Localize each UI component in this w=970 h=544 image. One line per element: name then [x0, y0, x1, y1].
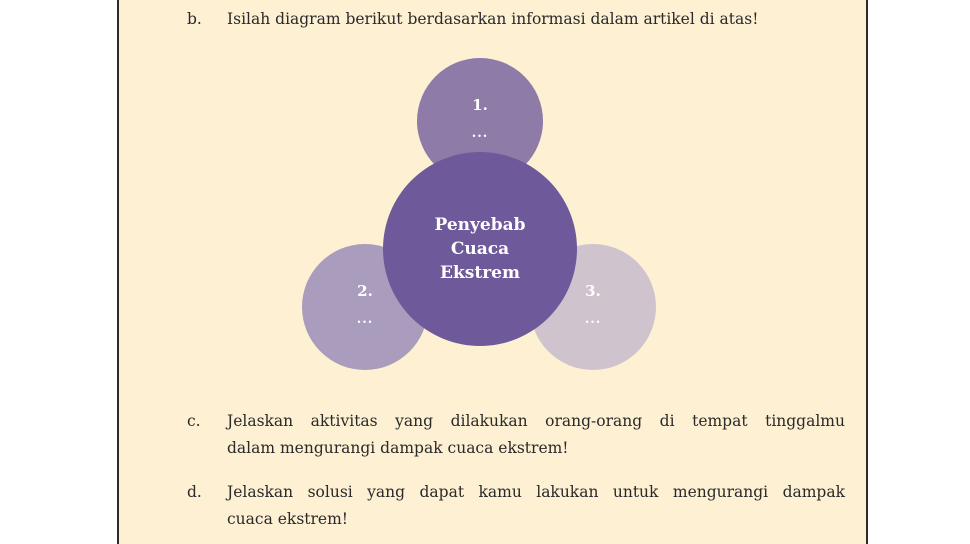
node-1-placeholder: ... [471, 125, 489, 141]
worksheet-page [117, 0, 868, 544]
center-label-line-3: Ekstrem [440, 263, 520, 283]
node-3-placeholder: ... [584, 311, 602, 327]
node-3-number: 3. [585, 281, 601, 300]
question-d-letter: d. [187, 483, 202, 501]
question-b-letter: b. [187, 10, 202, 28]
question-d-line-2: cuaca ekstrem! [227, 510, 349, 528]
question-c-line-1: Jelaskan aktivitas yang dilakukan orang-orang di tempat tinggalmu [227, 412, 845, 430]
question-d-text [227, 479, 845, 533]
node-2-number: 2. [357, 281, 373, 300]
center-label [435, 213, 526, 285]
node-1-number: 1. [472, 95, 488, 114]
question-d-line-1: Jelaskan solusi yang dapat kamu lakukan untuk mengurangi dampak [227, 483, 845, 501]
question-b-text: Isilah diagram berikut berdasarkan informasi dalam artikel di atas! [227, 10, 759, 28]
question-c-letter: c. [187, 412, 201, 430]
node-2-placeholder: ... [356, 311, 374, 327]
question-c-line-2: dalam mengurangi dampak cuaca ekstrem! [227, 439, 569, 457]
question-c-text [227, 408, 845, 462]
center-label-line-2: Cuaca [450, 239, 510, 259]
center-label-line-1: Penyebab [434, 215, 526, 235]
diagram-center-node [383, 152, 577, 346]
